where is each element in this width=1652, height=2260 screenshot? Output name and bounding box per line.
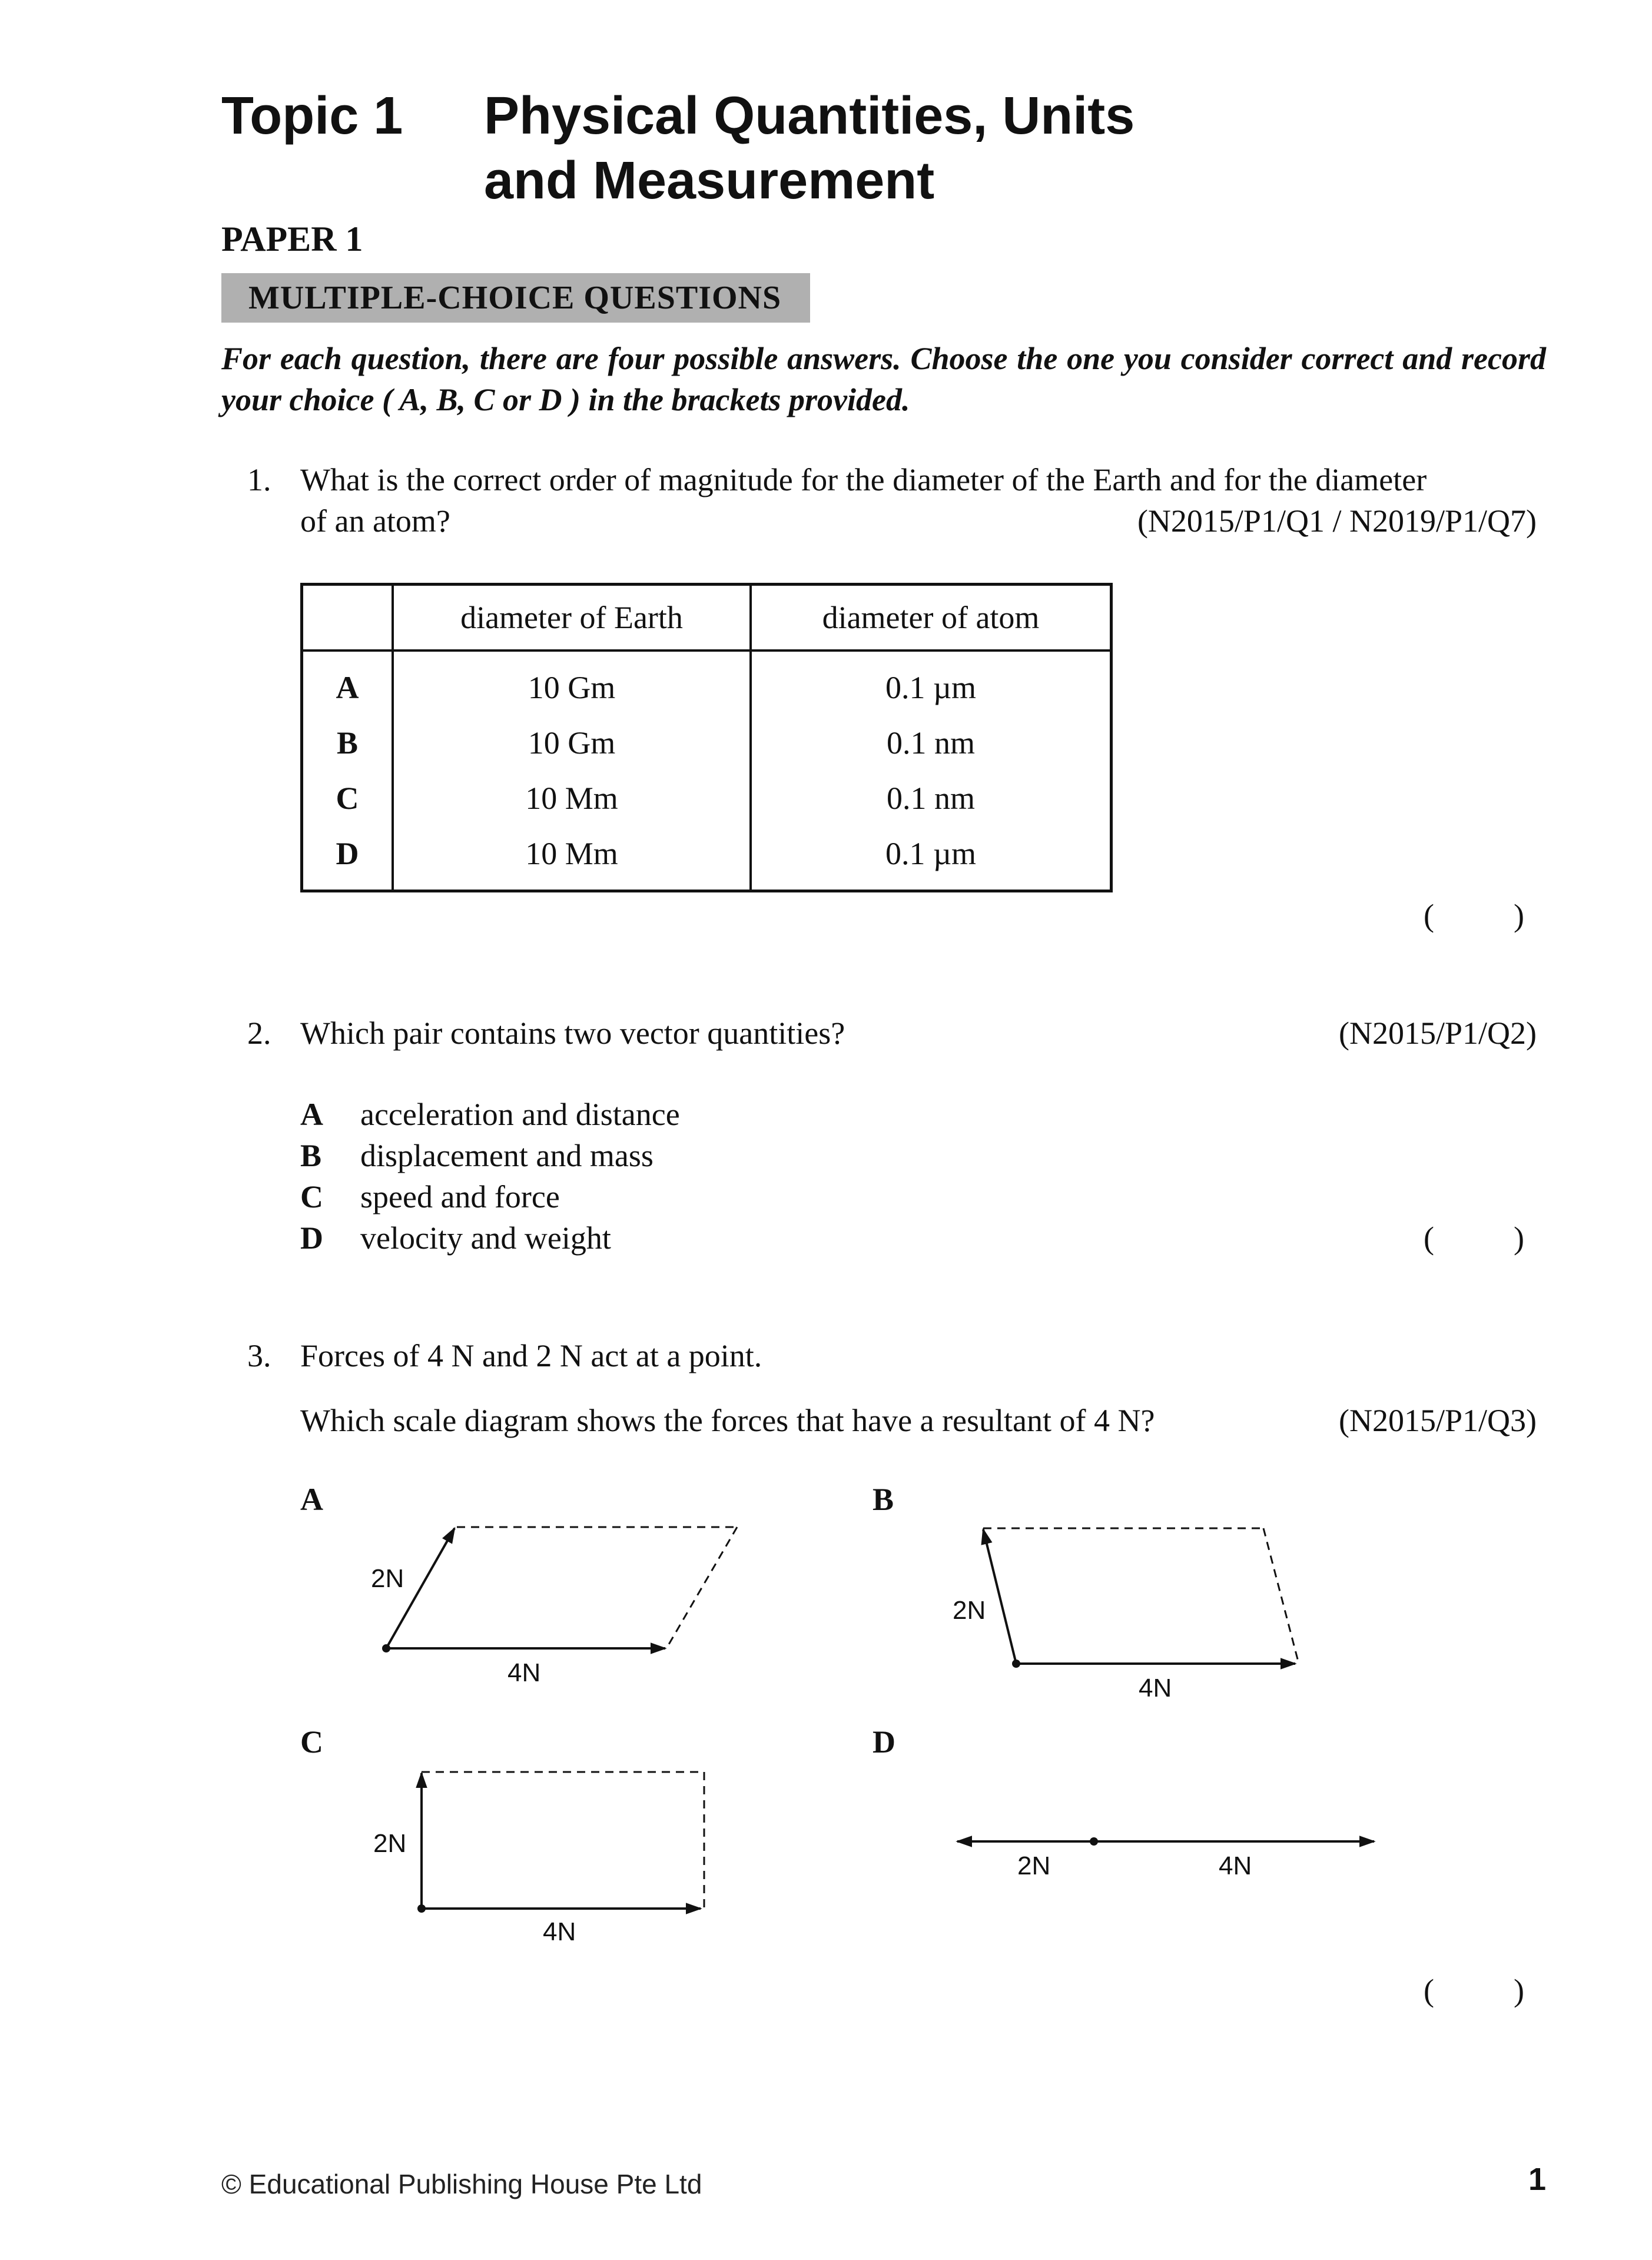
topic-label: Topic 1 xyxy=(221,87,403,145)
q3-diagram-d xyxy=(957,1837,1374,1880)
topic-title-line-2: and Measurement xyxy=(484,151,935,210)
topic-title-line-1: Physical Quantities, Units xyxy=(484,87,1135,145)
q2-option-text: speed and force xyxy=(360,1179,560,1214)
point-of-action xyxy=(1090,1837,1098,1846)
q3-answer-bracket[interactable]: ( ) xyxy=(1424,1973,1524,2008)
point-of-action xyxy=(417,1904,426,1913)
label-2n: 2N xyxy=(1017,1851,1051,1880)
label-4n: 4N xyxy=(543,1917,576,1946)
q3-diagram-b xyxy=(953,1528,1299,1703)
q1-row-earth: 10 Mm xyxy=(393,826,751,891)
q1-text-line-1: What is the correct order of magnitude for the diameter of the Earth and for the diameter xyxy=(300,462,1427,497)
q3-text-line-2: Which scale diagram shows the forces that have a resultant of 4 N? xyxy=(300,1403,1155,1438)
q3-diagram-letter-d: D xyxy=(873,1724,895,1760)
q1-reference: (N2015/P1/Q1 / N2019/P1/Q7) xyxy=(1137,503,1537,539)
q1-row-atom: 0.1 µm xyxy=(751,826,1112,891)
q1-row-earth: 10 Mm xyxy=(393,771,751,826)
q1-row-atom: 0.1 nm xyxy=(751,715,1112,771)
q3-diagram-c xyxy=(373,1772,704,1946)
q1-header-atom: diameter of atom xyxy=(751,585,1112,651)
q2-text: Which pair contains two vector quantities? xyxy=(300,1015,845,1051)
q3-diagram-a xyxy=(371,1527,737,1687)
q1-row-atom: 0.1 µm xyxy=(751,651,1112,715)
q2-option-text: acceleration and distance xyxy=(360,1097,680,1132)
q1-header-earth: diameter of Earth xyxy=(393,585,751,651)
label-4n: 4N xyxy=(1139,1674,1172,1703)
q1-text-line-2: of an atom? xyxy=(300,503,450,539)
section-banner-text: MULTIPLE-CHOICE QUESTIONS xyxy=(248,280,782,316)
q2-option-text: displacement and mass xyxy=(360,1138,653,1173)
dashed-line xyxy=(1263,1528,1299,1664)
point-of-action xyxy=(1012,1660,1020,1668)
q2-option-letter: A xyxy=(300,1097,323,1132)
q2-option-letter: C xyxy=(300,1179,323,1214)
q1-row-option: A xyxy=(336,670,359,705)
q2-option-letter: D xyxy=(300,1220,323,1256)
q2-option-text: velocity and weight xyxy=(360,1220,611,1256)
instructions: For each question, there are four possible answers. Choose the one you consider correct and record your choice ( A, B, C or D ) in the brackets provided. xyxy=(221,341,1546,417)
q1-number: 1. xyxy=(247,462,271,497)
q3-number: 3. xyxy=(247,1338,271,1373)
label-2n: 2N xyxy=(373,1829,407,1858)
q3-text-line-1: Forces of 4 N and 2 N act at a point. xyxy=(300,1338,762,1373)
label-2n: 2N xyxy=(371,1564,404,1593)
point-of-action xyxy=(382,1644,390,1652)
q3-diagram-letter-a: A xyxy=(300,1482,323,1517)
q1-row-option: B xyxy=(336,725,359,761)
force-2n-arrow xyxy=(983,1529,1016,1664)
q2-number: 2. xyxy=(247,1015,271,1051)
q3-diagram-letter-b: B xyxy=(873,1482,894,1517)
q2-option-letter: B xyxy=(300,1138,322,1173)
q2-answer-bracket[interactable]: ( ) xyxy=(1424,1220,1524,1256)
q1-row-option: D xyxy=(336,836,359,871)
q3-diagram-letter-c: C xyxy=(300,1724,323,1760)
q1-row-option: C xyxy=(336,781,359,816)
q3-reference: (N2015/P1/Q3) xyxy=(1339,1403,1537,1438)
q2-reference: (N2015/P1/Q2) xyxy=(1339,1015,1537,1051)
dashed-line xyxy=(666,1527,737,1648)
paper-heading: PAPER 1 xyxy=(221,220,363,258)
page-number: 1 xyxy=(1528,2162,1546,2197)
q1-answer-bracket[interactable]: ( ) xyxy=(1424,898,1524,933)
label-4n: 4N xyxy=(1219,1851,1252,1880)
q1-row-earth: 10 Gm xyxy=(393,715,751,771)
q1-row-earth: 10 Gm xyxy=(393,651,751,715)
label-2n: 2N xyxy=(953,1596,986,1625)
label-4n: 4N xyxy=(507,1658,541,1687)
q1-row-atom: 0.1 nm xyxy=(751,771,1112,826)
footer-copyright: © Educational Publishing House Pte Ltd xyxy=(221,2169,702,2199)
